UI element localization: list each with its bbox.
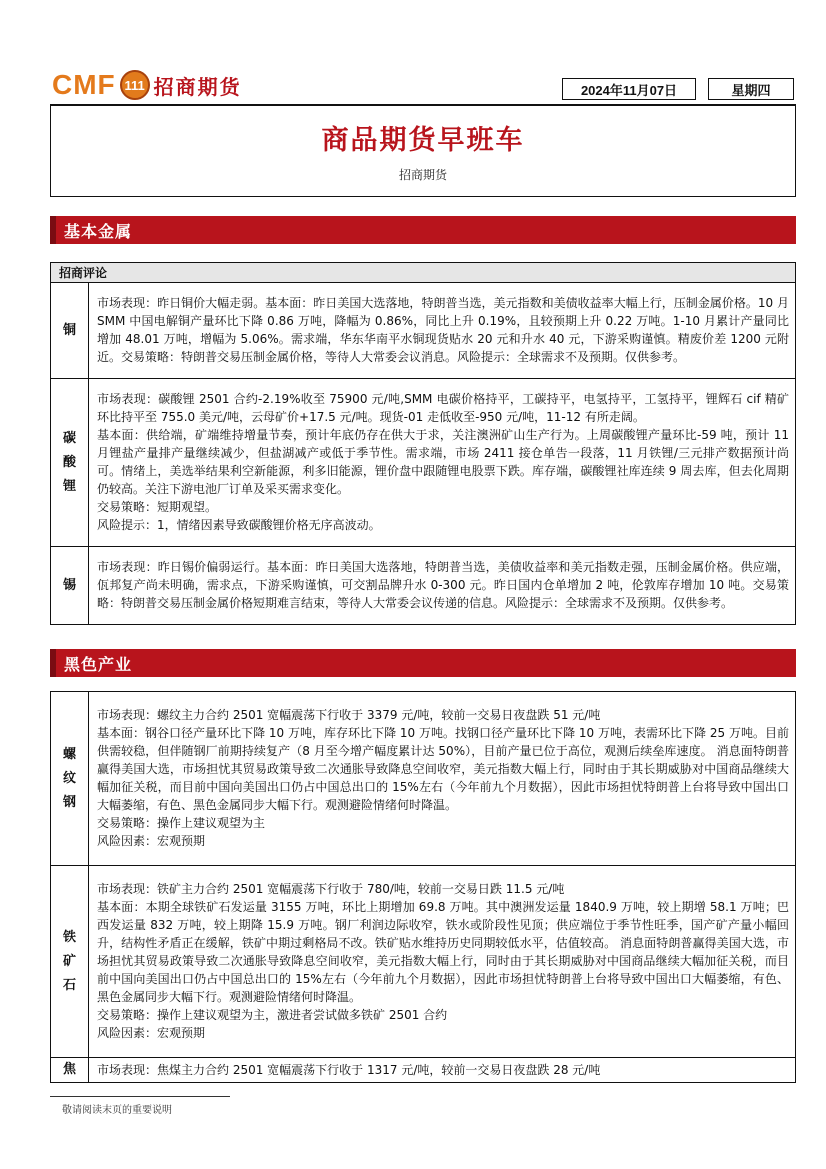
table-row <box>51 1058 796 1083</box>
table-row <box>51 379 796 547</box>
row-body-tin <box>89 547 796 625</box>
paragraph: 市场表现：焦煤主力合约 2501 宽幅震荡下行收于 1317 元/吨，较前一交易日夜盘跌 28 元/吨 <box>97 1062 601 1077</box>
row-label-lithium-carbonate <box>51 379 89 547</box>
table-row <box>51 866 796 1058</box>
row-body-copper <box>89 283 796 379</box>
base-metals-table <box>50 262 796 625</box>
footer-disclaimer: 敬请阅读末页的重要说明 <box>62 1105 172 1116</box>
table-caption-row <box>51 263 796 283</box>
row-label-text: 碳酸锂 <box>62 430 76 494</box>
row-label-coke: 焦 <box>51 1058 89 1083</box>
paragraph: 市场表现：昨日锡价偏弱运行。基本面：昨日美国大选落地，特朗普当选，美债收益率和美元指数走强，压制金属价格。供应端，佤邦复产尚未明确，需求点，下游采购谨慎，可交割品牌升水 0-300 元。昨日国内仓单增加 2 吨，伦敦库存增加 10 吨。交易策略：特朗普交易压制金属价格短期难言结束，等待人大常委会议传递的信息。风险提示：全球需求不及预期。仅供参考。 <box>97 560 789 610</box>
row-label-rebar <box>51 692 89 866</box>
report-date: 2024年11月07日 <box>562 78 696 100</box>
paragraph: 交易策略：短期观望。 <box>97 500 218 514</box>
row-label-iron-ore <box>51 866 89 1058</box>
paragraph: 市场表现：螺纹主力合约 2501 宽幅震荡下行收于 3379 元/吨，较前一交易日夜盘跌 51 元/吨 <box>97 708 601 722</box>
page-subtitle: 招商期货 <box>398 168 447 182</box>
row-label-tin: 锡 <box>51 547 89 625</box>
report-weekday: 星期四 <box>708 78 794 100</box>
row-label-text: 螺纹钢 <box>62 746 76 810</box>
logo-company-name: 招商期货 <box>153 74 242 99</box>
footer-divider <box>50 1096 230 1097</box>
paragraph: 风险因素：宏观预期 <box>97 1026 206 1040</box>
table-caption: 招商评论 <box>51 263 796 283</box>
ferrous-table <box>50 691 796 1083</box>
logo-latin: CMF <box>52 69 116 100</box>
paragraph: 市场表现：昨日铜价大幅走弱。基本面：昨日美国大选落地，特朗普当选，美元指数和美债收益率大幅上行，压制金属价格。10 月 SMM 中国电解铜产量环比下降 0.86 万吨，降幅为 0.86%，同比上升 0.19%，且较预期上升 0.22 万吨。1-10 月累计产量同比增加 48.01 万吨，增幅为 5.06%。需求端，华东华南平水铜现货贴水 20 元和升水 40 元，下游采购谨慎。精废价差 1200 元附近。交易策略：特朗普交易压制金属价格，等待人大常委会议消息。风险提示：全球需求不及预期。仅供参考。 <box>97 296 789 364</box>
brand-logo <box>52 66 242 104</box>
row-body-rebar <box>89 692 796 866</box>
row-body-lithium-carbonate <box>89 379 796 547</box>
paragraph: 市场表现：铁矿主力合约 2501 宽幅震荡下行收于 780/吨，较前一交易日跌 11.5 元/吨 <box>97 882 565 896</box>
row-label-text: 铁矿石 <box>62 929 76 993</box>
table-row <box>51 547 796 625</box>
logo-badge-icon: 111 <box>120 70 150 100</box>
paragraph: 基本面：钢谷口径产量环比下降 10 万吨，库存环比下降 10 万吨。找钢口径产量环比下降 10 万吨，表需环比下降 25 万吨。目前供需较稳，但伴随钢厂前期持续复产（8 月至今增产幅度累计达 50%），目前产量已位于高位，观测后续垒库速度。 消息面特朗普赢得美国大选，市场担忧其贸易政策导致二次通胀导致降息空间收窄，美元指数大幅上行，同时由于其长期威胁对中国商品继续大幅加征关税，而目前中国向美国出口仍占中国总出口的 15%左右（今年前九个月数据），因此市场担忧特朗普上台将导致中国出口大幅萎缩，有色、黑色金属同步大幅下行。观测避险情绪何时降温。 <box>97 726 789 812</box>
page-title: 商品期货早班车 <box>321 125 525 156</box>
table-row <box>51 692 796 866</box>
paragraph: 风险提示：1，情绪因素导致碳酸锂价格无序高波动。 <box>97 518 381 532</box>
paragraph: 基本面：供给端，矿端维持增量节奏，预计年底仍存在供大于求，关注澳洲矿山生产行为。上周碳酸锂产量环比-59 吨，预计 11 月锂盐产量排产量继续减少，但盐湖减产或低于季节性。需求端，市场 2411 接仓单告一段落，11 月铁锂/三元排产数据预计尚可。情绪上，美选举结果利空新能源，利多旧能源，锂价盘中跟随锂电股票下跌。库存端，碳酸锂社库连续 9 周去库，但去化周期仍较高。关注下游电池厂订单及采买需求变化。 <box>97 428 789 496</box>
row-body-iron-ore <box>89 866 796 1058</box>
paragraph: 交易策略：操作上建议观望为主 <box>97 816 266 830</box>
paragraph: 风险因素：宏观预期 <box>97 834 206 848</box>
section-header-base-metals: 基本金属 <box>50 216 796 244</box>
title-box <box>50 106 796 197</box>
paragraph: 基本面：本期全球铁矿石发运量 3155 万吨，环比上期增加 69.8 万吨。其中澳洲发运量 1840.9 万吨，较上期增 58.1 万吨；巴西发运量 832 万吨，较上期降 15.9 万吨。钢厂利润边际收窄，铁水或阶段性见顶；供应端位于季节性旺季，国产矿产量小幅回升，结构性矛盾正在缓解，铁矿中期过剩格局不改。铁矿贴水维持历史同期较低水平，估值较高。 消息面特朗普赢得美国大选，市场担忧其贸易政策导致二次通胀导致降息空间收窄，美元指数大幅上行，同时由于其长期威胁对中国商品继续大幅加征关税，而目前中国向美国出口仍占中国总出口的 15%左右（今年前九个月数据），因此市场担忧特朗普上台将导致中国出口大幅萎缩，有色、黑色金属同步大幅下行。观测避险情绪何时降温。 <box>97 900 789 1004</box>
row-label-copper: 铜 <box>51 283 89 379</box>
section-header-ferrous: 黑色产业 <box>50 649 796 677</box>
paragraph: 市场表现：碳酸锂 2501 合约-2.19%收至 75900 元/吨,SMM 电碳价格持平，工碳持平，电氢持平，工氢持平，锂辉石 cif 精矿环比持平至 755.0 美元/吨，云母矿价+17.5 元/吨。现货-01 走低收至-950 元/吨，11-12 有所走阔。 <box>97 392 789 424</box>
row-body-coke <box>89 1058 796 1083</box>
paragraph: 交易策略：操作上建议观望为主，激进者尝试做多铁矿 2501 合约 <box>97 1008 448 1022</box>
table-row <box>51 283 796 379</box>
